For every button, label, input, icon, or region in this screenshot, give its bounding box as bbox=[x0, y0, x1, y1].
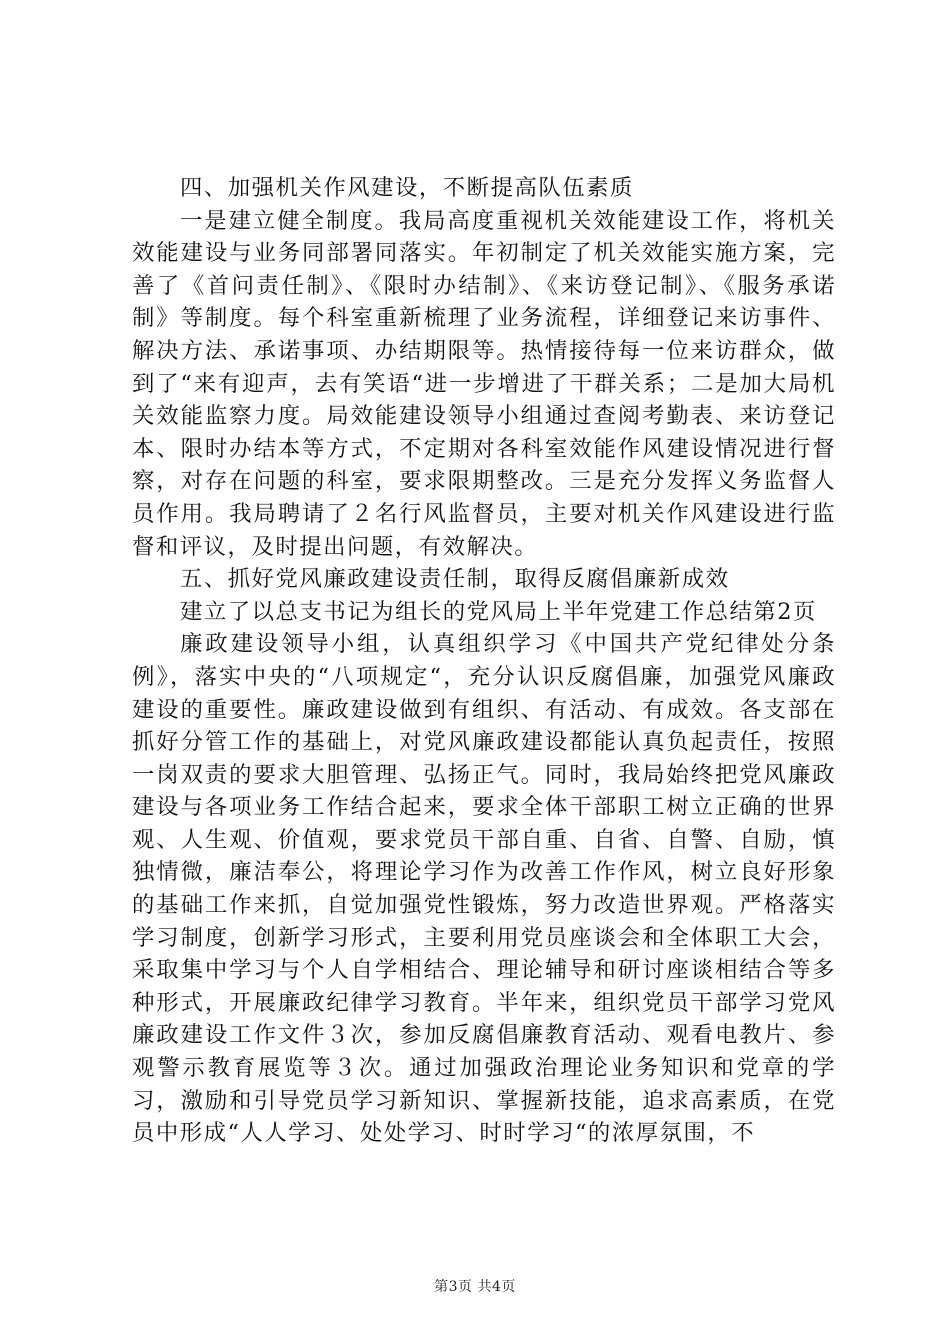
paragraph-leading-group: 建立了以总支书记为组长的党风局上半年党建工作总结第2页 bbox=[180, 598, 817, 625]
paragraph-anti-corruption: 廉政建设领导小组，认真组织学习《中国共产党纪律处分条例》，落实中央的“八项规定“，充分认识反腐倡廉，加强党风廉政建设的重要性。廉政建设做到有组织、有活动、有成效。各支部在抓好分管工作的基础上，对党风廉政建设都能认真负起责任，按照一岗双责的要求大胆管理、弘扬正气。同时，我局始终把党风廉政建设与各项业务工作结合起来，要求全体干部职工树立正确的世界观、人生观、价值观，要求党员干部自重、自省、自警、自励，慎独情微，廉洁奉公，将理论学习作为改善工作作风，树立良好形象的基础工作来抓，自觉加强党性锻炼，努力改造世界观。严格落实学习制度，创新学习形式，主要利用党员座谈会和全体职工大会，采取集中学习与个人自学相结合、理论辅导和研讨座谈相结合等多种形式，开展廉政纪律学习教育。半年来，组织党员干部学习党风廉政建设工作文件３次，参加反腐倡廉教育活动、观看电教片、参观警示教育展览等３次。通过加强政治理论业务知识和党章的学习，激励和引导党员学习新知识、掌握新技能，追求高素质，在党员中形成“人人学习、处处学习、时时学习“的浓厚氛围，不 bbox=[132, 631, 836, 1147]
paragraph-efficiency-system: 一是建立健全制度。我局高度重视机关效能建设工作，将机关效能建设与业务同部署同落实。年初制定了机关效能实施方案，完善了《首问责任制》、《限时办结制》、《来访登记制》、《服务承诺制》等制度。每个科室重新梳理了业务流程，详细登记来访事件、解决方法、承诺事项、办结期限等。热情接待每一位来访群众，做到了“来有迎声，去有笑语“进一步增进了干群关系；二是加大局机关效能监察力度。局效能建设领导小组通过查阅考勤表、来访登记本、限时办结本等方式，不定期对各科室效能作风建设情况进行督察，对存在问题的科室，要求限期整改。三是充分发挥义务监督人员作用。我局聘请了２名行风监督员，主要对机关作风建设进行监督和评议，及时提出问题，有效解决。 bbox=[132, 207, 836, 560]
section-heading-four: 四、加强机关作风建设，不断提高队伍素质 bbox=[180, 175, 634, 201]
page-footer: 第3页 共4页 bbox=[434, 1279, 516, 1295]
document-body bbox=[132, 172, 836, 1150]
section-heading-five: 五、抓好党风廉政建设责任制，取得反腐倡廉新成效 bbox=[180, 566, 730, 593]
